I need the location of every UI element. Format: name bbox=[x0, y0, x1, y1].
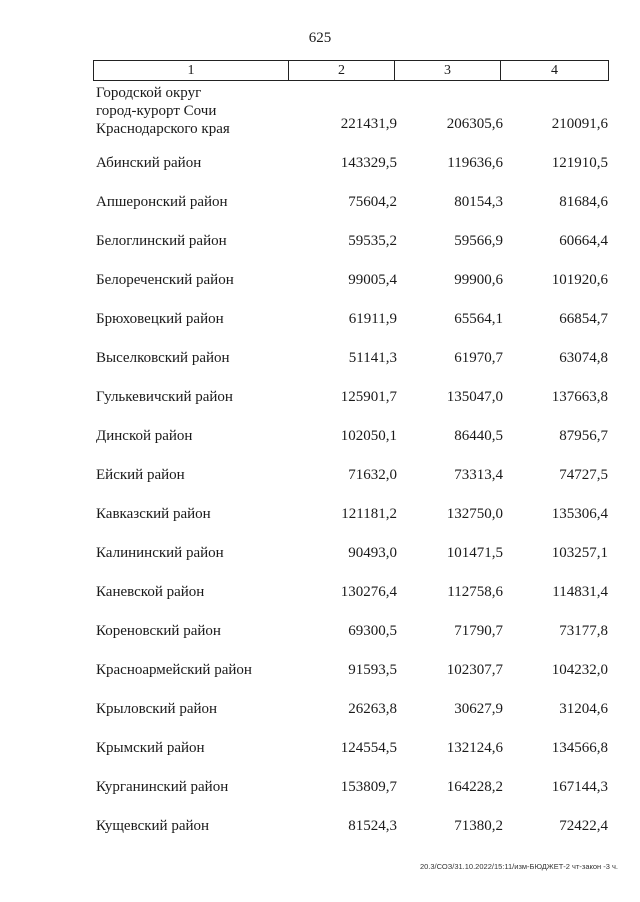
cell-value-col2: 90493,0 bbox=[348, 545, 397, 561]
table-row bbox=[0, 584, 640, 606]
cell-value-col3: 101471,5 bbox=[446, 545, 503, 561]
row-name: Крыловский район bbox=[96, 701, 218, 717]
cell-value-col3: 73313,4 bbox=[454, 467, 503, 483]
table-row bbox=[0, 233, 640, 255]
cell-value-col4: 121910,5 bbox=[551, 155, 608, 171]
table-row bbox=[0, 779, 640, 801]
table-row bbox=[0, 428, 640, 450]
row-name: Каневской район bbox=[96, 584, 205, 600]
row-name: Динской район bbox=[96, 428, 193, 444]
cell-value-col2: 61911,9 bbox=[348, 311, 397, 327]
cell-value-col4: 210091,6 bbox=[551, 116, 608, 132]
row-name: Абинский район bbox=[96, 155, 202, 171]
cell-value-col3: 65564,1 bbox=[454, 311, 503, 327]
table-row bbox=[0, 545, 640, 567]
row-name: Кореновский район bbox=[96, 623, 221, 639]
cell-value-col4: 66854,7 bbox=[559, 311, 608, 327]
row-name: Кущевский район bbox=[96, 818, 210, 834]
cell-value-col3: 132124,6 bbox=[446, 740, 503, 756]
table-row bbox=[0, 623, 640, 645]
page-number: 625 bbox=[308, 30, 332, 46]
cell-value-col2: 81524,3 bbox=[348, 818, 397, 834]
table-row bbox=[0, 272, 640, 294]
first-row-name-line: Городской округ bbox=[96, 85, 202, 101]
first-row-name-line: Краснодарского края bbox=[96, 121, 230, 137]
cell-value-col2: 26263,8 bbox=[348, 701, 397, 717]
cell-value-col3: 102307,7 bbox=[446, 662, 503, 678]
cell-value-col3: 119636,6 bbox=[447, 155, 503, 171]
table-row bbox=[0, 350, 640, 372]
cell-value-col4: 135306,4 bbox=[551, 506, 608, 522]
cell-value-col3: 132750,0 bbox=[446, 506, 503, 522]
cell-value-col2: 121181,2 bbox=[341, 506, 397, 522]
cell-value-col2: 124554,5 bbox=[340, 740, 397, 756]
cell-value-col4: 72422,4 bbox=[559, 818, 608, 834]
cell-value-col4: 74727,5 bbox=[559, 467, 608, 483]
cell-value-col4: 63074,8 bbox=[559, 350, 608, 366]
cell-value-col3: 112758,6 bbox=[447, 584, 503, 600]
row-name: Гулькевичский район bbox=[96, 389, 233, 405]
row-name: Красноармейский район bbox=[96, 662, 252, 678]
table-row bbox=[0, 311, 640, 333]
cell-value-col2: 69300,5 bbox=[348, 623, 397, 639]
cell-value-col3: 99900,6 bbox=[454, 272, 503, 288]
cell-value-col3: 59566,9 bbox=[454, 233, 503, 249]
cell-value-col3: 164228,2 bbox=[446, 779, 503, 795]
table-row bbox=[0, 662, 640, 684]
cell-value-col4: 167144,3 bbox=[551, 779, 608, 795]
row-name: Брюховецкий район bbox=[96, 311, 224, 327]
cell-value-col4: 114831,4 bbox=[552, 584, 608, 600]
cell-value-col3: 30627,9 bbox=[454, 701, 503, 717]
cell-value-col4: 87956,7 bbox=[559, 428, 608, 444]
row-name: Ейский район bbox=[96, 467, 185, 483]
cell-value-col2: 130276,4 bbox=[340, 584, 397, 600]
row-name: Кавказский район bbox=[96, 506, 211, 522]
row-name: Белореченский район bbox=[96, 272, 234, 288]
cell-value-col3: 135047,0 bbox=[446, 389, 503, 405]
table-row bbox=[0, 467, 640, 489]
cell-value-col3: 71380,2 bbox=[454, 818, 503, 834]
first-row-name-line: город-курорт Сочи bbox=[96, 103, 217, 119]
cell-value-col4: 104232,0 bbox=[551, 662, 608, 678]
cell-value-col3: 61970,7 bbox=[454, 350, 503, 366]
cell-value-col4: 73177,8 bbox=[559, 623, 608, 639]
cell-value-col4: 137663,8 bbox=[551, 389, 608, 405]
cell-value-col2: 91593,5 bbox=[348, 662, 397, 678]
table-row bbox=[0, 701, 640, 723]
row-name: Курганинский район bbox=[96, 779, 229, 795]
cell-value-col2: 125901,7 bbox=[340, 389, 397, 405]
header-col-4: 4 bbox=[501, 61, 609, 81]
cell-value-col2: 75604,2 bbox=[348, 194, 397, 210]
header-col-1: 1 bbox=[94, 61, 289, 81]
table-row bbox=[0, 740, 640, 762]
cell-value-col3: 71790,7 bbox=[454, 623, 503, 639]
cell-value-col2: 99005,4 bbox=[348, 272, 397, 288]
table-row bbox=[0, 194, 640, 216]
header-col-3: 3 bbox=[395, 61, 501, 81]
cell-value-col4: 103257,1 bbox=[551, 545, 608, 561]
cell-value-col2: 143329,5 bbox=[340, 155, 397, 171]
cell-value-col4: 101920,6 bbox=[551, 272, 608, 288]
table-row bbox=[0, 155, 640, 177]
cell-value-col4: 31204,6 bbox=[559, 701, 608, 717]
cell-value-col2: 153809,7 bbox=[340, 779, 397, 795]
cell-value-col4: 60664,4 bbox=[559, 233, 608, 249]
cell-value-col2: 71632,0 bbox=[348, 467, 397, 483]
row-name: Апшеронский район bbox=[96, 194, 228, 210]
footer-stamp: 20.3/СОЗ/31.10.2022/15:11/изм-БЮДЖЕТ-2 чт-закон -3 ч. bbox=[419, 862, 618, 871]
cell-value-col2: 51141,3 bbox=[348, 350, 397, 366]
cell-value-col2: 59535,2 bbox=[348, 233, 397, 249]
table-row bbox=[0, 818, 640, 840]
cell-value-col4: 134566,8 bbox=[551, 740, 608, 756]
table-row bbox=[0, 506, 640, 528]
cell-value-col2: 221431,9 bbox=[340, 116, 397, 132]
row-name: Калининский район bbox=[96, 545, 224, 561]
cell-value-col2: 102050,1 bbox=[340, 428, 397, 444]
cell-value-col3: 206305,6 bbox=[446, 116, 503, 132]
row-name: Выселковский район bbox=[96, 350, 230, 366]
row-name: Крымский район bbox=[96, 740, 205, 756]
table-row bbox=[0, 389, 640, 411]
cell-value-col4: 81684,6 bbox=[559, 194, 608, 210]
cell-value-col3: 86440,5 bbox=[454, 428, 503, 444]
cell-value-col3: 80154,3 bbox=[454, 194, 503, 210]
row-name: Белоглинский район bbox=[96, 233, 227, 249]
header-col-2: 2 bbox=[289, 61, 395, 81]
